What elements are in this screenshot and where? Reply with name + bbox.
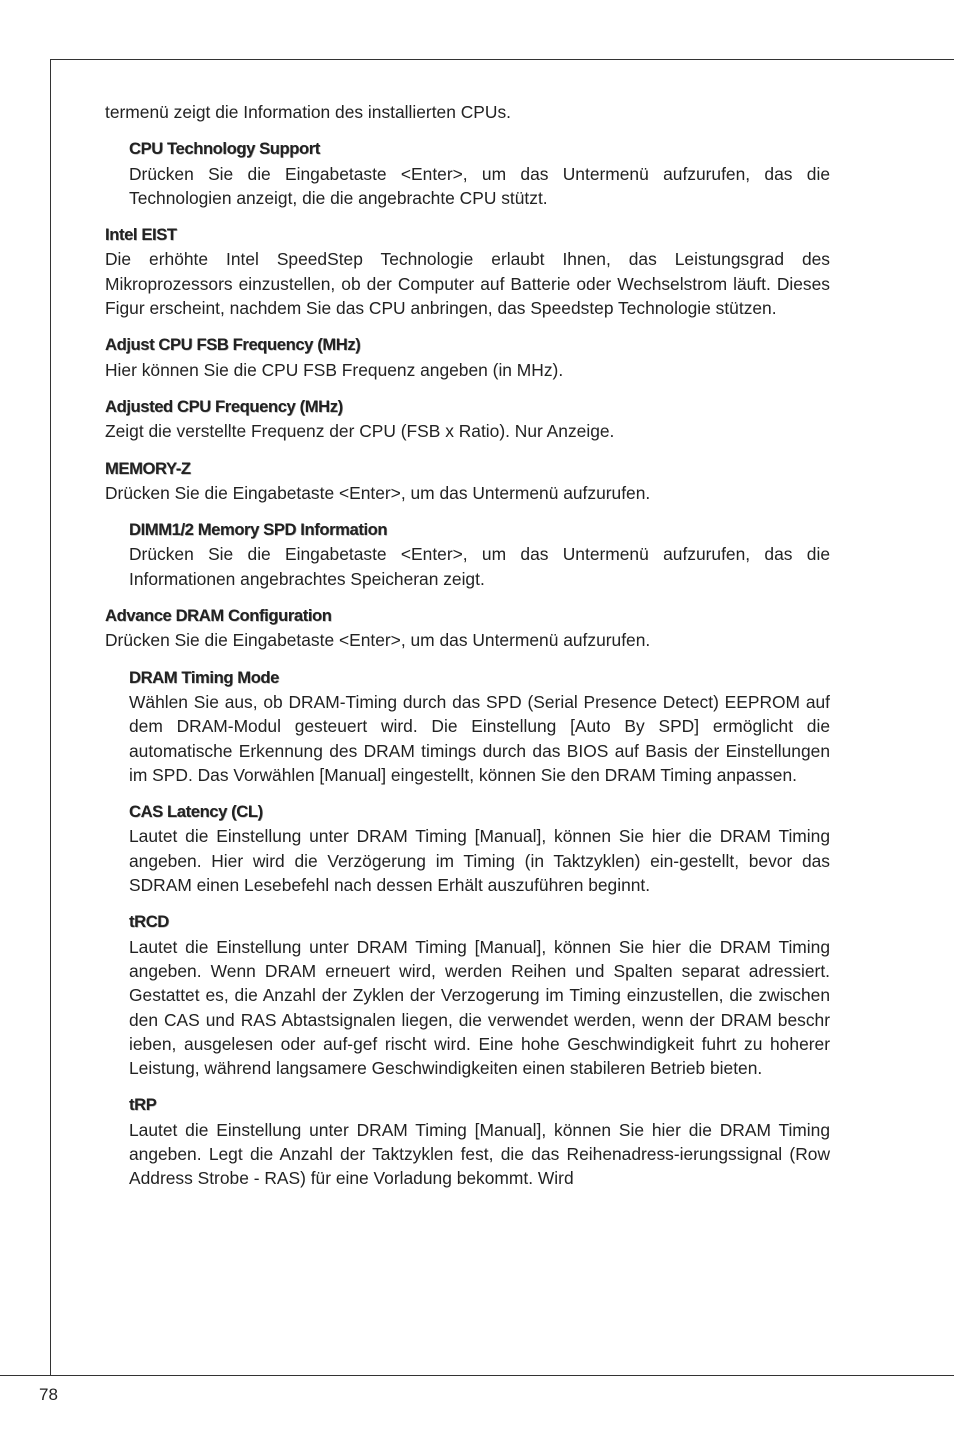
page-number: 78 [39, 1385, 58, 1404]
section-heading: tRCD [129, 912, 169, 932]
frame-bottom-rule [0, 1375, 954, 1376]
section-heading: Advance DRAM Configuration [105, 606, 332, 626]
section-heading: CAS Latency (CL) [129, 802, 263, 822]
section-text: Lautet die Einstellung unter DRAM Timing [Manual], können Sie hier die DRAM Timing angeben. Wenn DRAM erneuert wird, werden Reihen und Spalten separat adressiert. Gestattet es, die Anzahl der Zyklen der Verzogerung im Timing einzustellen, die zwischen den CAS und RAS Abtastsignalen liegen, die verwendet werden, wenn der DRAM beschr ieben, ausgelesen oder auf-gef rischt wird. Eine hohe Geschwindigkeit fuhrt zu hoherer Leistung, während langsamere Geschwindigkeiten einen stabileren Betrieb bieten. [129, 936, 830, 1079]
frame-left-rule [50, 59, 51, 1376]
intro-text: termenü zeigt die Information des installierten CPUs. [105, 102, 511, 122]
section-adjust-cpu-fsb-frequency [105, 333, 830, 382]
section-heading: Intel EIST [105, 225, 177, 245]
section-memory-z [105, 457, 830, 506]
section-advance-dram-configuration [105, 604, 830, 653]
section-trp [129, 1093, 830, 1190]
section-heading: tRP [129, 1095, 157, 1115]
section-text: Drücken Sie die Eingabetaste <Enter>, um das Untermenü aufzurufen. [105, 482, 651, 503]
section-text: Drücken Sie die Eingabetaste <Enter>, um das Untermenü aufzurufen, das die Informationen angebrachtes Speicheran zeigt. [129, 544, 830, 589]
section-dimm-memory-spd-information [129, 518, 830, 591]
section-heading: Adjusted CPU Frequency (MHz) [105, 396, 343, 416]
section-trcd [129, 910, 830, 1080]
section-text: Lautet die Einstellung unter DRAM Timing [Manual], können Sie hier die DRAM Timing angeben. Hier wird die Verzögerung im Timing (in Taktzyklen) ein-gestellt, bevor das SDRAM einen Lesebefehl nach dessen Erhält auszuführen beginnt. [129, 826, 830, 896]
section-text: Wählen Sie aus, ob DRAM-Timing durch das SPD (Serial Presence Detect) EEPROM auf dem DRAM-Modul gesteuert wird. Die Einstellung [Auto By SPD] ermöglicht die automatische Erkennung des DRAM timings durch das BIOS auf Basis der Einstellungen im SPD. Das Vorwählen [Manual] eingestellt, können Sie den DRAM Timing anpassen. [129, 691, 830, 785]
section-dram-timing-mode [129, 666, 830, 787]
section-heading: MEMORY-Z [105, 458, 191, 478]
section-text: Lautet die Einstellung unter DRAM Timing [Manual], können Sie hier die DRAM Timing angeben. Legt die Anzahl der Taktzyklen fest, die das Reihenadress-ierungssignal (Row Address Strobe - RAS) für eine Vorladung bekommt. Wird [129, 1119, 830, 1189]
section-cpu-technology-support [129, 137, 830, 210]
section-text: Drücken Sie die Eingabetaste <Enter>, um das Untermenü aufzurufen, das die Technologien anzeigt, die die angebrachte CPU stützt. [129, 163, 830, 208]
section-heading: Adjust CPU FSB Frequency (MHz) [105, 335, 361, 355]
section-heading: DRAM Timing Mode [129, 667, 280, 687]
intro-block [105, 100, 830, 124]
section-text: Zeigt die verstellte Frequenz der CPU (FSB x Ratio). Nur Anzeige. [105, 421, 615, 442]
frame-top-rule [50, 59, 954, 60]
section-text: Hier können Sie die CPU FSB Frequenz angeben (in MHz). [105, 359, 564, 380]
section-intel-eist [105, 223, 830, 320]
page-content [105, 100, 830, 1204]
section-text: Drücken Sie die Eingabetaste <Enter>, um das Untermenü aufzurufen. [105, 630, 651, 651]
section-cas-latency [129, 800, 830, 897]
section-text: Die erhöhte Intel SpeedStep Technologie erlaubt Ihnen, das Leistungsgrad des Mikroprozessors einzustellen, ob der Computer auf Batterie oder Wechselstrom läuft. Dieses Figur erscheint, nachdem Sie das CPU anbringen, das Speedstep Technologie stützen. [105, 249, 830, 319]
section-heading: CPU Technology Support [129, 139, 320, 159]
section-adjusted-cpu-frequency [105, 395, 830, 444]
section-heading: DIMM1/2 Memory SPD Information [129, 520, 388, 540]
